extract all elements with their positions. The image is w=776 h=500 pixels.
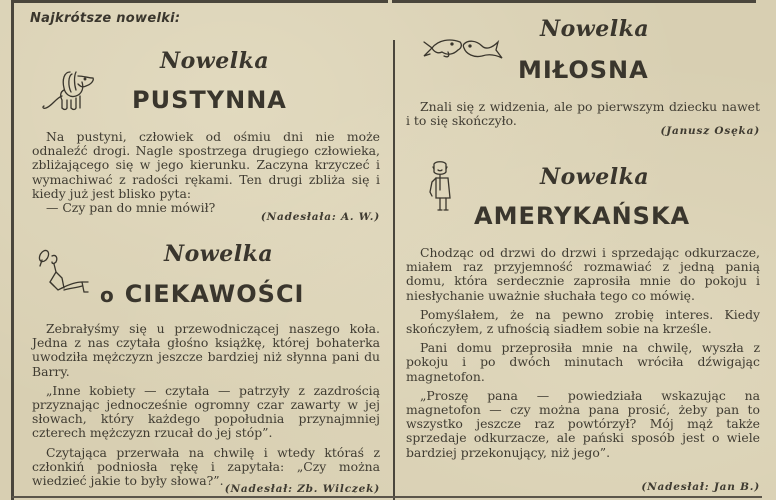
story-title: PUSTYNNA <box>132 86 287 114</box>
story-paragraph: Pani domu przeprosiła mnie na chwilę, wyszła z pokoju i po dwóch minutach wróciła dźwigając magnetofon. <box>406 340 760 384</box>
story-byline: (Janusz Osęka) <box>660 125 760 137</box>
story-paragraph: Znali się z widzenia, ale po pierwszym dziecku nawet i to się skończyło. <box>406 99 760 129</box>
story-kicker: Nowelka <box>160 48 270 74</box>
story-byline: (Nadesłała: A. W.) <box>260 211 380 223</box>
story-title-prefix: o <box>100 283 115 307</box>
story-body <box>406 246 760 465</box>
story-kicker: Nowelka <box>164 241 274 267</box>
story-title: MIŁOSNA <box>518 56 649 84</box>
story-byline: (Nadesłał: Zb. Wilczek) <box>224 483 380 495</box>
story-paragraph: Pomyślałem, że na pewno zrobię interes. Kiedy skończyłem, z ufnością siadłem sobie na krześle. <box>406 306 760 337</box>
story-body <box>32 322 380 493</box>
lion-icon <box>38 66 100 114</box>
story-title: AMERYKAŃSKA <box>474 202 691 230</box>
bottom-rule <box>12 496 762 498</box>
story-paragraph: — Czy pan do mnie mówił? <box>46 200 216 216</box>
salesman-icon <box>424 160 458 216</box>
story-title <box>100 280 304 308</box>
story-paragraph: „Inne kobiety — czytała — patrzyły z zazdrością przyznając jednocześnie ogromny czar zawarty w jej słowach, który każdego popołudnia przynajmniej czterech mężczyzn rzucał do jej stóp”. <box>32 382 380 441</box>
story-body <box>32 130 380 220</box>
story-title-main: CIEKAWOŚCI <box>124 280 305 308</box>
story-paragraph: Na pustyni, człowiek od ośmiu dni nie może odnaleźć drogi. Nagle spostrzega drugiego człowieka, zbliżającego się w jego kierunku. Zaczyna krzyczeć i wymachiwać z radości rękami. Ten drugi zbliża się i kiedy już jest blisko pyta: <box>32 129 380 201</box>
story-byline: (Nadesłał: Jan B.) <box>641 481 760 493</box>
story-paragraph: Chodząc od drzwi do drzwi i sprzedając odkurzacze, miałem raz przyjemność rozmawiać z jedną panią domu, która serdecznie zaprosiła mnie do pokoju i niesłychanie uważnie słuchała tego co mówię. <box>406 245 760 303</box>
column-divider <box>393 40 395 500</box>
story-paragraph: Zebrałyśmy się u przewodniczącej naszego koła. Jedna z nas czytała głośno książkę, której bohaterka uwodziła mężczyzn jeszcze bardziej niż słynna pani du Barry. <box>32 321 380 379</box>
story-kicker: Nowelka <box>540 164 650 190</box>
section-label: Najkrótsze nowelki: <box>30 11 181 26</box>
top-rule-left <box>12 0 388 3</box>
kissing-fish-icon <box>420 36 506 62</box>
reclining-woman-icon <box>36 246 102 304</box>
story-paragraph: Czytająca przerwała na chwilę i wtedy któraś z członkiń podniosła rękę i zapytała: „Czy można wiedzieć jakie to były słowa?”. <box>32 444 380 489</box>
story-paragraph: „Proszę pana — powiedziała wskazując na magnetofon — czy można pana prosić, żeby pan to wszystko jeszcze raz powtórzył? Mój mąż także sprzedaje odkurzacze, ale pański sposób jest o wiele bardziej przekonujący, niż jego”. <box>406 387 760 460</box>
story-kicker: Nowelka <box>540 16 650 42</box>
top-rule-right <box>392 0 756 3</box>
left-column-rule <box>11 0 14 500</box>
